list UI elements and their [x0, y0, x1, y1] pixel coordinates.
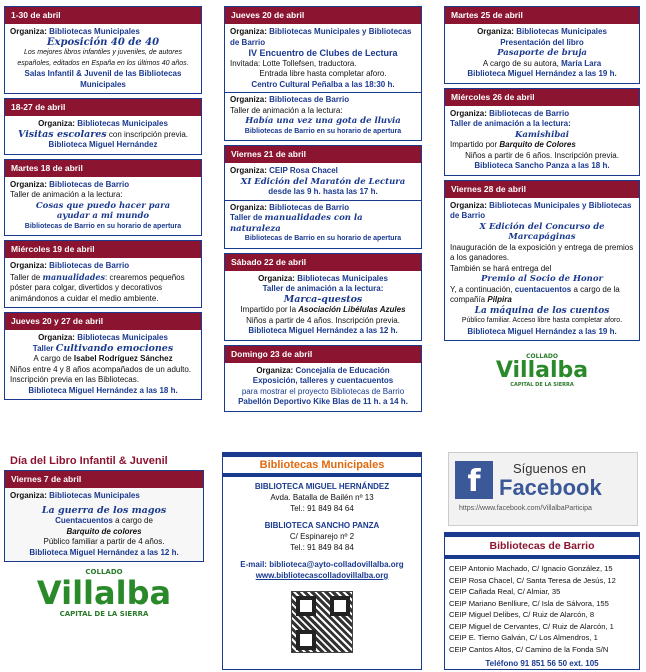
event-date: Jueves 20 de abril — [225, 7, 421, 24]
event-organizer: Bibliotecas Municipales y Bibliotecas de Barrio — [450, 200, 632, 220]
event-organizer: Bibliotecas de Barrio — [49, 179, 130, 189]
event-place: Bibliotecas de Barrio en su horario de apertura — [24, 222, 182, 230]
column-2 — [224, 6, 422, 416]
event-title: manualidades con la naturaleza — [230, 213, 363, 234]
library-address: Avda. Batalla de Bailén nº 13 — [270, 493, 374, 502]
event-title: XI Edición del Maratón de Lectura — [240, 176, 406, 187]
event-box: Viernes 28 de abril Organiza: Bibliotecas Municipales y Bibliotecas de Barrio X Edición del Concurso de Marcapáginas Inauguración de la exposición y entrega de premios a los ganadores. También se hará entrega del Premio al Socio de Honor Y, a continuación, cuentacuentos a cargo de la compañía Pilpira La máquina de los cuentos Público familiar. Acceso libre hasta completar aforo. Biblioteca Miguel Hernández a las 19 h. — [444, 180, 640, 342]
school-list — [445, 559, 639, 659]
school-item: CEIP Cantos Altos, C/ Camino de la Fonda S/N — [449, 644, 609, 654]
event-box: Domingo 23 de abril Organiza: Concejalía de Educación Exposición, talleres y cuentacuentos para mostrar el proyecto Bibliotecas de Barrio Pabellón Deportivo Kike Blas de 11 h. a 14 h. — [224, 345, 422, 412]
section-title: Bibliotecas Municipales — [259, 459, 385, 471]
library-phone: Tel.: 91 849 84 84 — [290, 543, 354, 552]
event-title: Había una vez una gota de lluvia — [245, 116, 401, 126]
section-title: Bibliotecas de Barrio — [489, 540, 595, 552]
column-3 — [444, 6, 640, 388]
event-title: X Edición del Concurso de Marcapáginas — [479, 221, 605, 242]
event-title: Kamishibai — [515, 129, 569, 140]
event-description: Los mejores libros infantiles y juveniles, de autores españoles, editados en España en los últimos 40 años. — [17, 49, 189, 67]
event-organizer: Bibliotecas Municipales — [77, 333, 168, 342]
dia-del-libro-box: Día del Libro Infantil & Juvenil Viernes 7 de abril Organiza: Bibliotecas Municipales La guerra de los magos Cuentacuentos a cargo de Barquito de colores Público familiar a partir de 4 años. Biblioteca Miguel Hernández a las 12 h. COLLADO Villalba CAPITAL DE LA SIERRA — [4, 452, 204, 670]
event-title: Cosas que puedo hacer para ayudar a mi mundo — [35, 200, 171, 221]
event-title: Pasaporte de bruja — [497, 48, 587, 58]
event-date: 1-30 de abril — [5, 7, 201, 24]
event-box: 1-30 de abril Organiza: Bibliotecas Municipales Exposición 40 de 40 Los mejores libros infantiles y juveniles, de autores españoles, editados en España en los últimos 40 años. Salas Infantil & Juvenil de las Bibliotecas Municipales — [4, 6, 202, 94]
email-link[interactable]: E-mail: biblioteca@ayto-colladovillalba.org — [240, 560, 404, 569]
event-place: Bibliotecas de Barrio en su horario de apertura — [244, 127, 402, 135]
event-date: Martes 25 de abril — [445, 7, 639, 24]
library-name: BIBLIOTECA SANCHO PANZA — [264, 521, 380, 530]
phone: Teléfono 91 851 56 50 ext. 105 — [485, 659, 599, 668]
school-item: CEIP Mariano Benlliure, C/ Isla de Sálvora, 155 — [449, 598, 609, 608]
event-place: Biblioteca Miguel Hernández a las 19 h. — [467, 69, 617, 78]
event-title: La guerra de los magos — [41, 504, 167, 516]
school-item: CEIP Cañada Real, C/ Almiar, 35 — [449, 587, 561, 596]
event-title: Visitas escolares — [17, 128, 107, 140]
event-place: Centro Cultural Peñalba a las 18:30 h. — [251, 79, 395, 89]
event-date: Martes 18 de abril — [5, 160, 201, 177]
event-place: Biblioteca Miguel Hernández a las 12 h. — [29, 547, 179, 557]
event-box: Miércoles 26 de abril Organiza: Bibliotecas de Barrio Taller de animación a la lectura: Kamishibai Impartido por Barquito de Colores Niños a partir de 6 años. Inscripción previa. Biblioteca Sancho Panza a las 18 h. — [444, 88, 640, 176]
event-place: Biblioteca Miguel Hernández — [48, 140, 158, 149]
villalba-logo: COLLADO Villalba CAPITAL DE LA SIERRA — [495, 353, 589, 388]
school-item: CEIP E. Tierno Galván, C/ Los Almendros, 1 — [449, 633, 598, 642]
event-place: Bibliotecas de Barrio en su horario de apertura — [244, 235, 402, 242]
event-organizer: Bibliotecas de Barrio — [269, 95, 350, 104]
event-box: Martes 18 de abril Organiza: Bibliotecas de Barrio Taller de animación a la lectura: Cosas que puedo hacer para ayudar a mi mundo Bibliotecas de Barrio en su horario de apertura — [4, 159, 202, 237]
facebook-url[interactable]: https://www.facebook.com/VillalbaParticipa — [459, 505, 592, 512]
event-title: Cultivando emociones — [55, 342, 174, 354]
school-item: CEIP Miguel de Cervantes, C/ Ruiz de Alarcón, 1 — [449, 621, 614, 631]
event-box: Martes 25 de abril Organiza: Bibliotecas Municipales Presentación del libro Pasaporte de bruja A cargo de su autora, María Lara Biblioteca Miguel Hernández a las 19 h. — [444, 6, 640, 84]
school-item: CEIP Miguel Delibes, C/ Ruiz de Alarcón, 8 — [449, 610, 595, 619]
event-organizer: Bibliotecas de Barrio — [489, 108, 570, 118]
event-box: Jueves 20 y 27 de abril Organiza: Bibliotecas Municipales Taller Cultivando emociones A cargo de Isabel Rodríguez Sánchez Niños entre 4 y 8 años acompañados de un adulto. Inscripción previa en las Bibliotecas. Biblioteca Miguel Hernández a las 18 h. — [4, 312, 202, 400]
event-box: Miércoles 19 de abril Organiza: Bibliotecas de Barrio Taller de manualidades: crearemos pequeños póster para colgar, divertidos y decorativos animándonos a cuidar el medio ambiente. — [4, 240, 202, 308]
library-name: BIBLIOTECA MIGUEL HERNÁNDEZ — [254, 482, 390, 491]
event-organizer: Bibliotecas de Barrio — [49, 261, 130, 270]
facebook-icon: f — [455, 461, 493, 499]
event-date: Domingo 23 de abril — [225, 346, 421, 363]
event-organizer: Bibliotecas Municipales — [516, 27, 607, 36]
villalba-logo: COLLADO Villalba CAPITAL DE LA SIERRA — [36, 568, 172, 618]
facebook-box[interactable]: f Síguenos en Facebook https://www.facebook.com/VillalbaParticipa — [448, 452, 638, 526]
event-box: Sábado 22 de abril Organiza: Bibliotecas Municipales Taller de animación a la lectura: Marca-questos Impartido por la Asociación Libélulas Azules Niños a partir de 4 años. Inscripción previa. Biblioteca Miguel Hernández a las 12 h. — [224, 253, 422, 341]
event-date: Miércoles 19 de abril — [5, 241, 201, 258]
event-place: Biblioteca Miguel Hernández a las 18 h. — [28, 385, 178, 395]
bibliotecas-municipales-box — [222, 452, 422, 670]
event-organizer: Bibliotecas Municipales y Bibliotecas de Barrio — [230, 27, 412, 47]
event-title: Exposición, talleres y cuentacuentos — [252, 376, 394, 385]
event-organizer: Bibliotecas Municipales — [49, 27, 140, 36]
qr-code — [291, 591, 353, 653]
event-organizer: CEIP Rosa Chacel — [269, 166, 338, 175]
event-organizer: Bibliotecas Municipales — [297, 273, 388, 283]
website-link[interactable]: www.bibliotecascolladovillalba.org — [255, 571, 389, 580]
event-title: manualidades — [42, 271, 105, 282]
event-place: Salas Infantil & Juvenil de las Bibliotecas Municipales — [24, 69, 182, 89]
event-date: Viernes 7 de abril — [5, 471, 203, 488]
event-organizer: Bibliotecas Municipales — [77, 119, 168, 128]
event-place: Pabellón Deportivo Kike Blas de 11 h. a 14 h. — [238, 397, 408, 406]
bibliotecas-barrio-box — [444, 532, 640, 670]
event-place: Biblioteca Sancho Panza a las 18 h. — [474, 161, 610, 170]
event-title: IV Encuentro de Clubes de Lectura — [248, 48, 398, 58]
event-time: desde las 9 h. hasta las 17 h. — [268, 187, 378, 196]
column-1 — [4, 6, 202, 404]
school-item: CEIP Antonio Machado, C/ Ignacio González, 15 — [449, 564, 613, 573]
event-description: : crearemos pequeños póster para colgar, divertidos y decorativos animándonos a cuidar el medio ambiente. — [10, 272, 185, 303]
event-date: Viernes 21 de abril — [225, 146, 421, 163]
event-date: Viernes 28 de abril — [445, 181, 639, 198]
event-box: Jueves 20 de abril Organiza: Bibliotecas Municipales y Bibliotecas de Barrio IV Encuentro de Clubes de Lectura Invitada: Lotte Tollefsen, traductora. Entrada libre hasta completar aforo. Centro Cultural Peñalba a las 18:30 h. Organiza: Bibliotecas de Barrio Taller de animación a la lectura: Había una vez una gota de lluvia Bibliotecas de Barrio en su horario de apertura — [224, 6, 422, 141]
event-description: Niños entre 4 y 8 años acompañados de un adulto. Inscripción previa en las Bibliotecas. — [10, 364, 192, 384]
event-title: Marca-questos — [283, 293, 363, 305]
event-date: Jueves 20 y 27 de abril — [5, 313, 201, 330]
event-title: Exposición 40 de 40 — [46, 36, 160, 48]
event-place: Biblioteca Miguel Hernández a las 12 h. — [248, 326, 398, 335]
school-item: CEIP Rosa Chacel, C/ Santa Teresa de Jesús, 12 — [449, 575, 616, 585]
section-title: Día del Libro Infantil & Juvenil — [10, 455, 168, 467]
event-box: Viernes 21 de abril Organiza: CEIP Rosa Chacel XI Edición del Maratón de Lectura desde las 9 h. hasta las 17 h. Organiza: Bibliotecas de Barrio Taller de manualidades con la naturaleza Bibliotecas de Barrio en su horario de apertura — [224, 145, 422, 249]
event-place: Biblioteca Miguel Hernández a las 19 h. — [467, 326, 617, 336]
event-box: 18-27 de abril Organiza: Bibliotecas Municipales Visitas escolares con inscripción previa. Biblioteca Miguel Hernández — [4, 98, 202, 155]
event-date: Sábado 22 de abril — [225, 254, 421, 271]
event-date: 18-27 de abril — [5, 99, 201, 116]
event-organizer: Concejalía de Educación — [295, 365, 390, 375]
library-phone: Tel.: 91 849 84 64 — [290, 504, 354, 513]
event-organizer: Bibliotecas Municipales — [49, 491, 140, 500]
event-date: Miércoles 26 de abril — [445, 89, 639, 106]
library-address: C/ Espinarejo nº 2 — [289, 532, 355, 541]
event-organizer: Bibliotecas de Barrio — [269, 202, 350, 212]
